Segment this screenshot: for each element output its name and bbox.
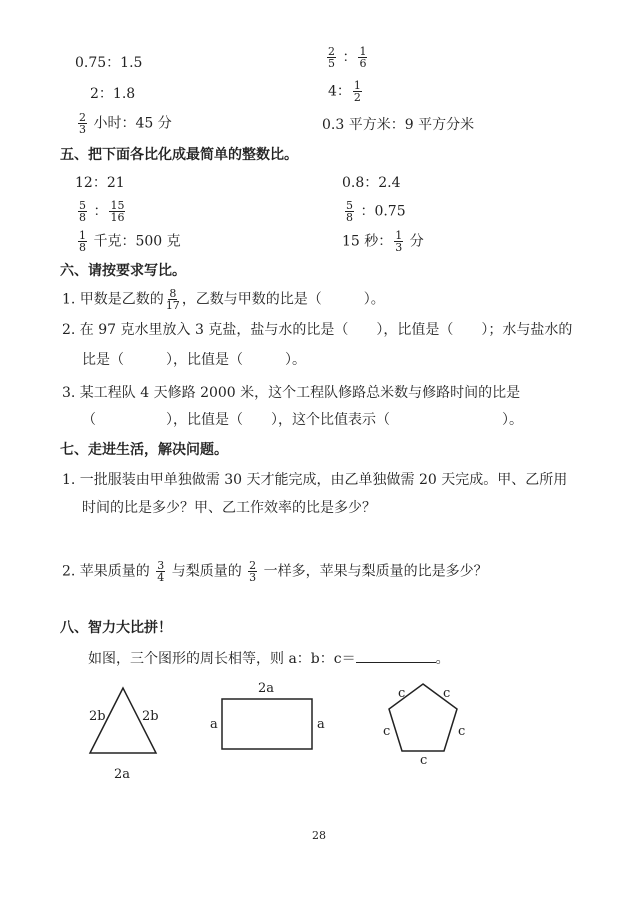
- text: ：0.75: [360, 203, 406, 220]
- text: 1. 甲数是乙数的: [62, 291, 164, 308]
- ratio-item: 0.3 平方米：9 平方分米: [322, 117, 475, 133]
- pentagon-side-label: c: [443, 686, 451, 701]
- denominator: 3: [79, 123, 86, 136]
- numerator: 1: [353, 79, 361, 92]
- text: 分: [409, 233, 424, 250]
- text: ，乙数与甲数的比是（ ）。: [181, 291, 385, 308]
- colon: ：: [93, 203, 108, 220]
- section-heading: 七、走进生活，解决问题。: [60, 442, 228, 458]
- triangle-left-label: 2b: [89, 709, 106, 724]
- question-continued: 比是（ ），比值是（ ）。: [82, 352, 306, 368]
- rectangle-top-label: 2a: [258, 681, 275, 696]
- ratio-item: 0.75：1.5: [75, 55, 143, 71]
- numerator: 15: [110, 199, 125, 212]
- denominator: 8: [79, 211, 86, 224]
- numerator: 1: [395, 229, 403, 242]
- text: 2. 苹果质量的: [62, 563, 150, 580]
- text: 一样多，苹果与梨质量的比是多少？: [263, 563, 488, 580]
- question: 3. 某工程队 4 天修路 2000 米，这个工程队修路总米数与修路时间的比是: [62, 385, 521, 401]
- text: 小时：45 分: [93, 115, 172, 132]
- text: 与梨质量的: [171, 563, 242, 580]
- section-heading: 五、把下面各比化成最简单的整数比。: [60, 147, 298, 163]
- numerator: 1: [359, 45, 367, 58]
- rectangle-right-label: a: [317, 717, 325, 732]
- triangle-bottom-label: 2a: [114, 767, 131, 782]
- colon: ：: [342, 49, 357, 66]
- ratio-item: 12：21: [75, 175, 125, 191]
- numerator: 3: [157, 559, 165, 572]
- text: 。: [435, 651, 450, 667]
- denominator: 5: [328, 57, 335, 70]
- page-number: 28: [312, 829, 326, 842]
- denominator: 2: [353, 91, 361, 104]
- numerator: 8: [169, 287, 177, 300]
- denominator: 8: [346, 211, 353, 224]
- numerator: 5: [346, 199, 353, 212]
- numerator: 5: [79, 199, 86, 212]
- denominator: 16: [110, 211, 125, 224]
- text: 千克：500 克: [93, 233, 181, 250]
- question-continued: 时间的比是多少？甲、乙工作效率的比是多少？: [82, 500, 376, 516]
- numerator: 2: [249, 559, 257, 572]
- question: 1. 一批服装由甲单独做需 30 天才能完成，由乙单独做需 20 天完成。甲、乙所用: [62, 472, 568, 488]
- denominator: 17: [165, 299, 180, 312]
- numerator: 2: [328, 45, 335, 58]
- rectangle-left-label: a: [210, 717, 218, 732]
- section-heading: 八、智力大比拼！: [60, 620, 172, 636]
- question-continued: （ ），比值是（ ），这个比值表示（ ）。: [82, 412, 523, 428]
- section-heading: 六、请按要求写比。: [60, 263, 186, 279]
- pentagon-side-label: c: [398, 686, 406, 701]
- text: 15 秒：: [342, 233, 393, 250]
- pentagon-side-label: c: [458, 724, 466, 739]
- text: 如图，三个图形的周长相等，则 a：b：c＝: [88, 651, 356, 667]
- denominator: 3: [395, 241, 403, 254]
- ratio-item: 0.8：2.4: [342, 175, 401, 191]
- question: 2. 在 97 克水里放入 3 克盐，盐与水的比是（ ），比值是（ ）；水与盐水的: [62, 322, 573, 338]
- pentagon-side-label: c: [383, 724, 391, 739]
- denominator: 8: [79, 241, 86, 254]
- text: 4：: [328, 83, 351, 100]
- ratio-item: 2：1.8: [90, 86, 136, 102]
- triangle-right-label: 2b: [142, 709, 159, 724]
- numerator: 1: [79, 229, 86, 242]
- denominator: 4: [157, 571, 165, 584]
- denominator: 6: [359, 57, 367, 70]
- rectangle-shape: [222, 699, 312, 749]
- pentagon-side-label: c: [420, 753, 428, 768]
- numerator: 2: [79, 111, 86, 124]
- denominator: 3: [249, 571, 257, 584]
